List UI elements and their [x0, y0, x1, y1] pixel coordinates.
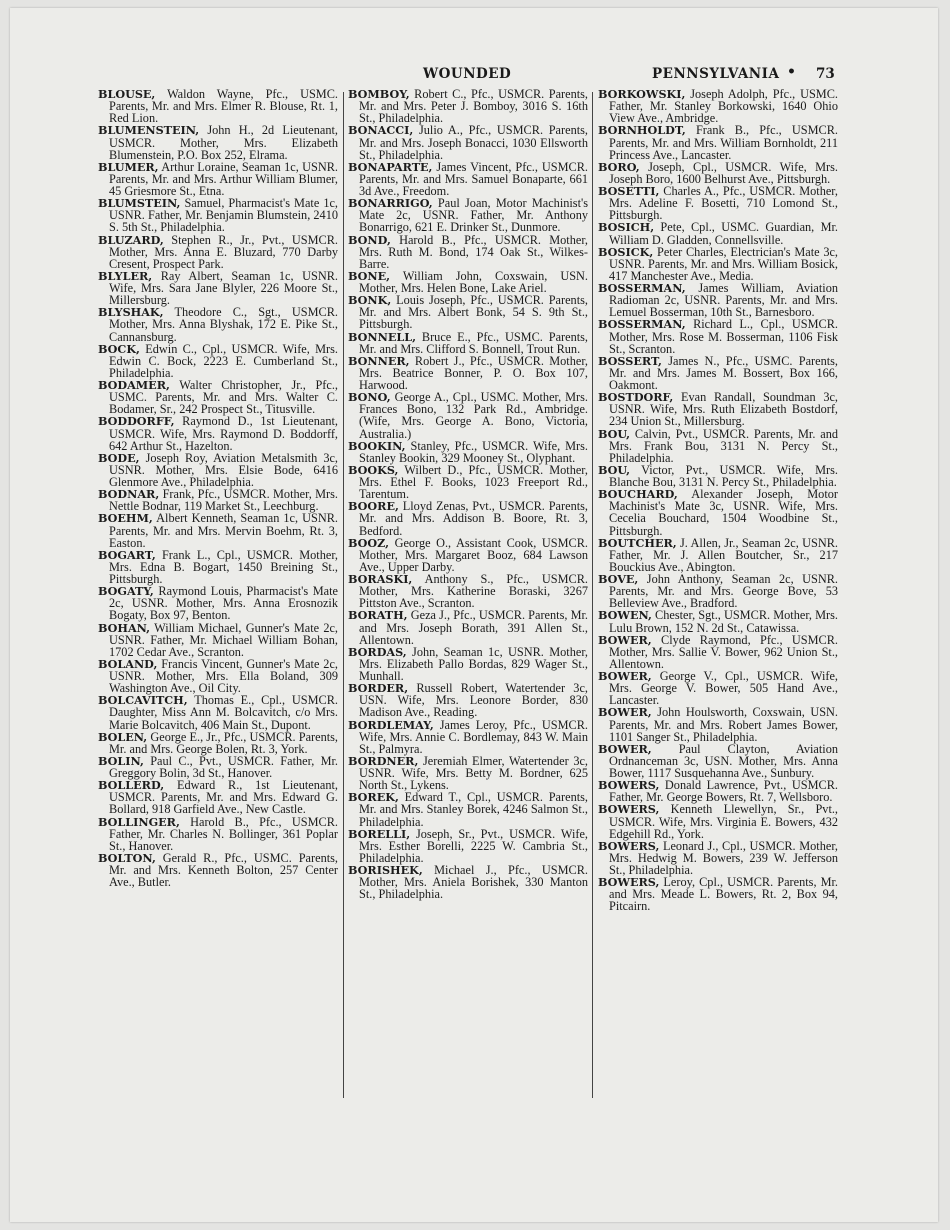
entry-surname: BODNAR,: [98, 487, 160, 502]
entry-surname: BLUZARD,: [98, 232, 164, 247]
entry-details: Leroy, Cpl., USMCR. Parents, Mr. and Mrs. Meade L. Bowers, Rt. 2, Box 94, Pitcairn.: [609, 875, 838, 914]
casualty-entry: [348, 391, 588, 440]
entry-surname: BOLEN,: [98, 729, 148, 744]
casualty-entry: [598, 779, 838, 803]
casualty-entry: [598, 464, 838, 488]
casualty-entry: [598, 573, 838, 609]
entry-surname: BONE,: [348, 268, 391, 283]
casualty-entry: [598, 537, 838, 573]
section-title: WOUNDED: [423, 66, 512, 82]
entry-details: John H., 2d Lieutenant, USMCR. Mother, Mrs. Elizabeth Blumenstein, P.O. Box 252, Elrama.: [109, 123, 338, 162]
entry-details: Jeremiah Elmer, Watertender 3c, USNR. Wife, Mrs. Betty M. Bordner, 625 North St., Lykens.: [359, 753, 589, 793]
entry-surname: BODE,: [98, 450, 140, 465]
entry-details: Chester, Sgt., USMCR. Mother, Mrs. Lulu Brown, 152 N. 2d St., Catawissa.: [609, 608, 839, 635]
entry-details: Albert Kenneth, Seaman 1c, USNR. Parents, Mr. and Mrs. Mervin Boehm, Rt. 3, Easton.: [109, 511, 338, 550]
entry-surname: BOSSERMAN,: [598, 317, 686, 332]
entry-details: Alexander Joseph, Motor Machinist's Mate 3c, USNR. Wife, Mrs. Cecelia Bouchard, 1504 Woodbine St., Pittsburgh.: [609, 487, 838, 538]
entry-details: George O., Assistant Cook, USMCR. Mother, Mrs. Margaret Booz, 684 Lawson Ave., Upper Darby.: [359, 535, 588, 574]
entry-details: Anthony S., Pfc., USMCR. Mother, Mrs. Katherine Boraski, 3267 Pittston Ave., Scranton.: [359, 572, 588, 611]
entry-details: Pete, Cpl., USMC. Guardian, Mr. William D. Gladden, Connellsville.: [609, 220, 838, 247]
bullet-separator: •: [787, 64, 796, 80]
entry-surname: BOWER,: [598, 705, 652, 720]
casualty-entry: [98, 270, 338, 306]
entry-surname: BOLTON,: [98, 850, 156, 865]
casualty-entry: [348, 828, 588, 864]
entry-surname: BLOUSE,: [98, 87, 156, 101]
entry-surname: BOOKS,: [348, 462, 399, 477]
casualty-entry: [98, 731, 338, 755]
entry-surname: BOGART,: [98, 547, 156, 562]
entry-details: Kenneth Llewellyn, Sr., Pvt., USMCR. Wife, Mrs. Virginia E. Bowers, 432 Edgehill Rd., York.: [609, 802, 839, 841]
entry-surname: BOWERS,: [598, 778, 660, 793]
entry-details: Bruce E., Pfc., USMC. Parents, Mr. and Mrs. Clifford S. Bonnell, Trout Run.: [359, 329, 588, 356]
entry-details: Joseph Adolph, Pfc., USMC. Father, Mr. Stanley Borkowski, 1640 Ohio View Ave., Ambridge.: [609, 87, 839, 126]
entry-details: Paul Joan, Motor Machinist's Mate 2c, USNR. Father, Mr. Anthony Bonarrigo, 621 E. Drinker St., Dunmore.: [359, 196, 589, 235]
casualty-entry: [598, 488, 838, 537]
casualty-entry: [98, 452, 338, 488]
entry-details: Stanley, Pfc., USMCR. Wife, Mrs. Stanley Bookin, 329 Mooney St., Olyphant.: [359, 438, 589, 465]
casualty-entry: [598, 634, 838, 670]
entry-details: Samuel, Pharmacist's Mate 1c, USNR. Father, Mr. Benjamin Blumstein, 2410 S. 5th St., Philadelphia.: [109, 196, 338, 235]
casualty-entry: [348, 864, 588, 900]
entry-surname: BOSSERMAN,: [598, 281, 686, 295]
casualty-entry: [598, 840, 838, 876]
casualty-entry: [98, 415, 338, 451]
casualty-entry: [98, 658, 338, 694]
entry-details: John, Seaman 1c, USNR. Mother, Mrs. Elizabeth Pallo Bordas, 829 Wager St., Munhall.: [359, 644, 588, 683]
casualty-entry: [98, 306, 338, 342]
entry-surname: BOHAN,: [98, 620, 151, 635]
entry-surname: BOSICK,: [598, 244, 654, 259]
casualty-entry: [348, 88, 588, 124]
entry-details: Leonard J., Cpl., USMCR. Mother, Mrs. Hedwig M. Bowers, 239 W. Jefferson St., Philadelphia.: [609, 838, 838, 877]
entry-details: Evan Randall, Soundman 3c, USNR. Wife, Mrs. Ruth Elizabeth Bostdorf, 234 Union St., Millersburg.: [609, 390, 838, 429]
entry-details: Calvin, Pvt., USMCR. Parents, Mr. and Mrs. Frank Bou, 3131 N. Percy St., Philadelphia.: [609, 426, 838, 465]
entry-details: Gerald R., Pfc., USMC. Parents, Mr. and Mrs. Kenneth Bolton, 257 Center Ave., Butler.: [109, 850, 338, 890]
casualty-entry: [598, 185, 838, 221]
entry-surname: BOUCHARD,: [598, 487, 678, 502]
entry-surname: BLYLER,: [98, 268, 153, 283]
entry-surname: BOMBOY,: [348, 87, 410, 101]
casualty-entry: [348, 719, 588, 755]
entry-surname: BOLLERD,: [98, 778, 165, 793]
entry-details: James Leroy, Pfc., USMCR. Wife, Mrs. Annie C. Bordlemay, 843 W. Main St., Palmyra.: [359, 717, 588, 756]
entry-details: Edward R., 1st Lieutenant, USMCR. Parents, Mr. and Mrs. Edward G. Bollard, 918 Garfield Ave., New Castle.: [109, 778, 338, 817]
entry-surname: BOCK,: [98, 341, 140, 356]
entry-details: Frank L., Cpl., USMCR. Mother, Mrs. Edna B. Bogart, 1450 Breining St., Pittsburgh.: [109, 547, 338, 586]
casualty-entry: [348, 609, 588, 645]
entry-surname: BODDORFF,: [98, 414, 175, 429]
entry-surname: BOWERS,: [598, 875, 660, 890]
entry-surname: BOLAND,: [98, 656, 158, 671]
entry-surname: BONNELL,: [348, 329, 417, 344]
entry-surname: BOU,: [598, 462, 631, 477]
entry-surname: BOGATY,: [98, 584, 154, 599]
casualty-entry: [598, 803, 838, 839]
entry-surname: BOSICH,: [598, 220, 655, 235]
casualty-entry: [98, 852, 338, 888]
casualty-entry: [98, 694, 338, 730]
casualty-entry: [98, 197, 338, 233]
entry-surname: BORDNER,: [348, 753, 419, 768]
casualty-entry: [348, 573, 588, 609]
entry-surname: BONK,: [348, 293, 392, 308]
entry-surname: BOORE,: [348, 499, 399, 514]
entry-surname: BORISHEK,: [348, 863, 423, 877]
entry-details: Paul C., Pvt., USMCR. Father, Mr. Greggory Bolin, 3d St., Hanover.: [109, 753, 338, 780]
entry-surname: BOSTDORF,: [598, 390, 674, 405]
entry-details: William Michael, Gunner's Mate 2c, USNR. Father, Mr. Michael William Bohan, 1702 Cedar Ave., Scranton.: [109, 620, 338, 659]
entry-surname: BOREK,: [348, 790, 399, 805]
entry-details: Walter Christopher, Jr., Pfc., USMC. Parents, Mr. and Mrs. Walter C. Bodamer, Sr., 242 Prospect St., Titusville.: [109, 378, 338, 417]
column-3: [598, 88, 838, 913]
entry-details: John Houlsworth, Coxswain, USN. Parents, Mr. and Mrs. Robert James Bower, 1101 Sanger St., Philadelphia.: [609, 705, 838, 744]
casualty-entry: [98, 161, 338, 197]
entry-details: Robert J., Pfc., USMCR. Mother, Mrs. Beatrice Bonner, P. O. Box 107, Harwood.: [359, 353, 588, 392]
entry-details: William John, Coxswain, USN. Mother, Mrs. Helen Bone, Lake Ariel.: [359, 268, 588, 295]
column-2: [348, 88, 588, 900]
entry-surname: BOOKIN,: [348, 438, 406, 453]
entry-details: James William, Aviation Radioman 2c, USNR. Parents, Mr. and Mrs. Lemuel Bosserman, 10th St., Barnesboro.: [609, 281, 839, 320]
entry-details: Theodore C., Sgt., USMCR. Mother, Mrs. Anna Blyshak, 172 E. Pike St., Cannansburg.: [109, 305, 339, 344]
entry-surname: BOVE,: [598, 572, 639, 586]
entry-surname: BOU,: [598, 426, 631, 441]
entry-surname: BONACCI,: [348, 123, 414, 138]
entry-details: Francis Vincent, Gunner's Mate 2c, USNR. Mother, Mrs. Ella Boland, 309 Washington Ave., Oil City.: [109, 656, 338, 696]
entry-surname: BORO,: [598, 159, 640, 174]
entry-details: Arthur Loraine, Seaman 1c, USNR. Parents, Mr. and Mrs. Arthur William Blumer, 45 Griesmore St., Etna.: [109, 159, 338, 198]
casualty-entry: [98, 234, 338, 270]
entry-surname: BOWERS,: [598, 802, 660, 817]
casualty-entry: [348, 464, 588, 500]
casualty-entry: [98, 488, 338, 512]
column-1: [98, 88, 338, 888]
casualty-entry: [98, 779, 338, 815]
entry-details: Victor, Pvt., USMCR. Wife, Mrs. Blanche Bou, 3131 N. Percy St., Philadelphia.: [609, 462, 838, 489]
entry-surname: BLUMSTEIN,: [98, 196, 181, 211]
entry-details: Peter Charles, Electrician's Mate 3c, USNR. Parents, Mr. and Mrs. William Bosick, 417 Manchester Ave., Media.: [609, 244, 838, 283]
casualty-entry: [348, 234, 588, 270]
casualty-entry: [598, 609, 838, 633]
page-header: [0, 58, 950, 88]
entry-details: Ray Albert, Seaman 1c, USNR. Wife, Mrs. Sara Jane Blyler, 226 Moore St., Millersburg.: [109, 268, 338, 308]
casualty-entry: [348, 500, 588, 536]
entry-details: Russell Robert, Watertender 3c, USN. Wife, Mrs. Leonore Border, 830 Madison Ave., Reading.: [359, 681, 588, 720]
casualty-entry: [598, 246, 838, 282]
entry-details: Edward T., Cpl., USMCR. Parents, Mr. and Mrs. Stanley Borek, 4246 Salmon St., Philadelphia.: [359, 790, 588, 829]
entry-surname: BOSSERT,: [598, 353, 662, 368]
casualty-entry: [348, 161, 588, 197]
entry-surname: BONNER,: [348, 353, 410, 368]
entry-surname: BOLIN,: [98, 753, 144, 768]
casualty-entry: [598, 124, 838, 160]
casualty-entry: [598, 876, 838, 912]
entry-surname: BONO,: [348, 390, 391, 405]
entry-details: Charles A., Pfc., USMCR. Mother, Mrs. Adeline F. Bosetti, 710 Lomond St., Pittsburgh.: [609, 184, 838, 223]
entry-surname: BONARRIGO,: [348, 196, 433, 211]
casualty-entry: [598, 670, 838, 706]
entry-details: James N., Pfc., USMC. Parents, Mr. and Mrs. James M. Bossert, Box 166, Oakmont.: [609, 353, 838, 392]
casualty-entry: [348, 124, 588, 160]
entry-surname: BOSETTI,: [598, 184, 660, 198]
entry-surname: BONAPARTE,: [348, 159, 433, 174]
entry-details: Joseph Roy, Aviation Metalsmith 3c, USNR. Mother, Mrs. Elsie Bode, 6416 Glenmore Ave., Philadelphia.: [109, 450, 338, 489]
entry-details: Julio A., Pfc., USMCR. Parents, Mr. and Mrs. Joseph Bonacci, 1030 Ellsworth St., Philadelphia.: [359, 123, 588, 162]
entry-surname: BOLCAVITCH,: [98, 693, 188, 708]
casualty-entry: [98, 549, 338, 585]
entry-surname: BORATH,: [348, 608, 408, 623]
entry-surname: BOWER,: [598, 669, 652, 683]
casualty-entry: [598, 743, 838, 779]
entry-details: Harold B., Pfc., USMCR. Mother, Mrs. Ruth M. Bond, 174 Oak St., Wilkes-Barre.: [359, 232, 589, 271]
entry-details: George A., Cpl., USMC. Mother, Mrs. Frances Bono, 132 Park Rd., Ambridge. (Wife, Mrs. George A. Bono, Victoria, Australia.): [359, 390, 589, 441]
entry-surname: BOWER,: [598, 741, 652, 756]
entry-details: J. Allen, Jr., Seaman 2c, USNR. Father, Mr. J. Allen Boutcher, Sr., 217 Bouckius Ave., Abington.: [609, 535, 839, 574]
casualty-entry: [98, 512, 338, 548]
entry-surname: BORDER,: [348, 681, 409, 696]
entry-surname: BORKOWSKI,: [598, 87, 686, 101]
casualty-entry: [98, 585, 338, 621]
entry-surname: BORNHOLDT,: [598, 123, 686, 138]
casualty-entry: [98, 379, 338, 415]
entry-details: James Vincent, Pfc., USMCR. Parents, Mr. and Mrs. Samuel Bonaparte, 661 3d Ave., Freedom.: [359, 159, 588, 198]
entry-details: Donald Lawrence, Pvt., USMCR. Father, Mr. George Bowers, Rt. 7, Wellsboro.: [609, 778, 838, 805]
casualty-entry: [348, 440, 588, 464]
entry-details: Raymond Louis, Pharmacist's Mate 2c, USNR. Mother, Mrs. Anna Erosnozik Bogaty, Box 97, Benton.: [109, 584, 338, 623]
casualty-entry: [348, 270, 588, 294]
casualty-entry: [348, 537, 588, 573]
entry-surname: BOEHM,: [98, 511, 153, 526]
casualty-entry: [348, 682, 588, 718]
casualty-entry: [98, 816, 338, 852]
casualty-entry: [598, 391, 838, 427]
casualty-entry: [598, 706, 838, 742]
entry-details: Edwin C., Cpl., USMCR. Wife, Mrs. Edwin C. Bock, 2223 E. Cumberland St., Philadelphia.: [109, 341, 338, 380]
entry-surname: BORASKI,: [348, 572, 413, 586]
entry-details: Louis Joseph, Pfc., USMCR. Parents, Mr. and Mrs. Albert Bonk, 54 S. 9th St., Pittsburgh.: [359, 293, 588, 332]
column-divider: [343, 92, 344, 1098]
casualty-entry: [598, 282, 838, 318]
entry-details: Clyde Raymond, Pfc., USMCR. Mother, Mrs. Sallie V. Bower, 962 Union St., Allentown.: [609, 632, 838, 671]
casualty-entry: [598, 161, 838, 185]
entry-surname: BORDLEMAY,: [348, 717, 434, 732]
entry-details: Frank, Pfc., USMCR. Mother, Mrs. Nettle Bodnar, 119 Market St., Leechburg.: [109, 487, 339, 514]
entry-surname: BOUTCHER,: [598, 535, 677, 550]
entry-details: Geza J., Pfc., USMCR. Parents, Mr. and Mrs. Joseph Borath, 391 Allen St., Allentown.: [359, 608, 589, 647]
entry-surname: BOLLINGER,: [98, 814, 180, 829]
casualty-entry: [98, 124, 338, 160]
entry-surname: BORDAS,: [348, 644, 407, 659]
entry-details: Harold B., Pfc., USMCR. Father, Mr. Charles N. Bollinger, 361 Poplar St., Hanover.: [109, 814, 338, 853]
entry-surname: BOWEN,: [598, 608, 652, 623]
casualty-entry: [98, 343, 338, 379]
casualty-entry: [598, 318, 838, 354]
entry-surname: BOWER,: [598, 632, 652, 647]
column-divider: [592, 92, 593, 1098]
casualty-entry: [98, 755, 338, 779]
casualty-entry: [598, 428, 838, 464]
state-title: PENNSYLVANIA: [652, 66, 780, 82]
casualty-entry: [348, 294, 588, 330]
entry-details: Waldon Wayne, Pfc., USMC. Parents, Mr. and Mrs. Elmer R. Blouse, Rt. 1, Red Lion.: [109, 87, 338, 126]
entry-details: George E., Jr., Pfc., USMCR. Parents, Mr. and Mrs. George Bolen, Rt. 3, York.: [109, 729, 339, 756]
entry-details: Richard L., Cpl., USMCR. Mother, Mrs. Rose M. Bosserman, 1106 Fisk St., Scranton.: [609, 317, 838, 356]
casualty-entry: [598, 221, 838, 245]
entry-details: Joseph, Sr., Pvt., USMCR. Wife, Mrs. Esther Borelli, 2225 W. Cambria St., Philadelphia.: [359, 826, 589, 865]
page-number: 73: [816, 66, 835, 82]
entry-details: Michael J., Pfc., USMCR. Mother, Mrs. Aniela Borishek, 330 Manton St., Philadelphia.: [359, 863, 588, 902]
entry-details: John Anthony, Seaman 2c, USNR. Parents, Mr. and Mrs. George Bove, 53 Belleview Ave., Bradford.: [609, 572, 838, 611]
entry-surname: BOND,: [348, 232, 391, 247]
entry-details: Frank B., Pfc., USMCR. Parents, Mr. and Mrs. William Bornholdt, 211 Princess Ave., Lancaster.: [609, 123, 838, 162]
casualty-entry: [348, 355, 588, 391]
casualty-entry: [598, 355, 838, 391]
entry-details: Wilbert D., Pfc., USMCR. Mother, Mrs. Ethel F. Books, 1023 Freeport Rd., Tarentum.: [359, 462, 588, 502]
entry-details: Paul Clayton, Aviation Ordnanceman 3c, USN. Mother, Mrs. Anna Bower, 1117 Susquehanna Ave., Sunbury.: [609, 741, 839, 780]
entry-surname: BORELLI,: [348, 826, 411, 841]
entry-details: Thomas E., Cpl., USMCR. Daughter, Miss Ann M. Bolcavitch, c/o Mrs. Marie Bolcavitch, 406 Main St., Dupont.: [109, 693, 338, 732]
entry-surname: BLYSHAK,: [98, 305, 164, 320]
casualty-entry: [348, 755, 588, 791]
casualty-entry: [348, 791, 588, 827]
casualty-entry: [348, 331, 588, 355]
casualty-entry: [98, 88, 338, 124]
entry-details: Stephen R., Jr., Pvt., USMCR. Mother, Mrs. Anna E. Bluzard, 770 Darby Cresent, Prospect Park.: [109, 232, 338, 271]
entry-surname: BLUMER,: [98, 159, 159, 174]
casualty-entry: [348, 197, 588, 233]
entry-surname: BOOZ,: [348, 535, 390, 550]
casualty-entry: [598, 88, 838, 124]
entry-details: George V., Cpl., USMCR. Wife, Mrs. George V. Bower, 505 Hand Ave., Lancaster.: [609, 669, 839, 708]
entry-surname: BOWERS,: [598, 838, 660, 853]
casualty-entry: [98, 622, 338, 658]
entry-details: Robert C., Pfc., USMCR. Parents, Mr. and Mrs. Peter J. Bomboy, 3016 S. 16th St., Philadelphia.: [359, 87, 589, 126]
casualty-entry: [348, 646, 588, 682]
entry-details: Raymond D., 1st Lieutenant, USMCR. Wife, Mrs. Raymond D. Boddorff, 642 Arthur St., Hazelton.: [109, 414, 338, 453]
entry-surname: BLUMENSTEIN,: [98, 123, 200, 138]
entry-details: Lloyd Zenas, Pvt., USMCR. Parents, Mr. and Mrs. Addison B. Boore, Rt. 3, Bedford.: [359, 499, 588, 538]
entry-details: Joseph, Cpl., USMCR. Wife, Mrs. Joseph Boro, 1600 Belhurst Ave., Pittsburgh.: [609, 159, 838, 186]
entry-surname: BODAMER,: [98, 378, 170, 392]
